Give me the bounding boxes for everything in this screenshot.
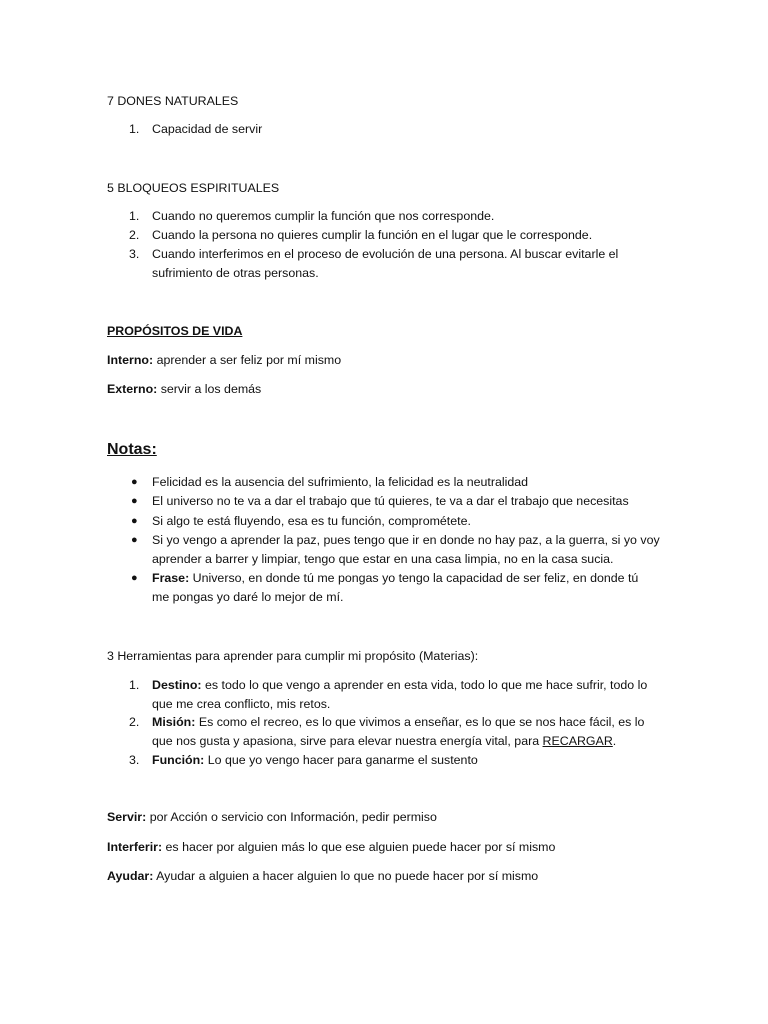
externo-text: servir a los demás [157,382,262,396]
list-item: Misión: Es como el recreo, es lo que vivimos a enseñar, es lo que se nos hace fácil, es lo [152,715,645,729]
list-item: Capacidad de servir [152,122,263,136]
list-item-continuation: que nos gusta y apasiona, sirve para elevar nuestra energía vital, para RECARGAR. [152,734,617,748]
funcion-label: Función: [152,753,205,767]
list-number: 1. [129,122,140,136]
bullet-item-continuation: aprender a barrer y limpiar, tengo que estar en una casa limpia, no en la casa sucia. [152,552,614,566]
list-number: 2. [129,715,140,729]
interno-line [107,351,341,370]
list-item: Cuando interferimos en el proceso de evolución de una persona. Al buscar evitarle el [152,247,619,261]
list-item: Función: Lo que yo vengo hacer para ganarme el sustento [152,753,478,767]
bullet-icon: ● [131,476,138,488]
list-item: Cuando la persona no quieres cumplir la función en el lugar que le corresponde. [152,228,593,242]
recargar-word: RECARGAR [542,734,613,748]
bullet-icon: ● [131,515,138,527]
list-item-continuation: que me crea conflicto, mis retos. [152,697,331,711]
definition-interferir: Interferir: es hacer por alguien más lo que ese alguien puede hacer por sí mismo [107,840,556,854]
notas-heading: Notas: [107,441,157,458]
bullet-item: Felicidad es la ausencia del sufrimiento, la felicidad es la neutralidad [152,475,529,489]
bullet-item: El universo no te va a dar el trabajo que tú quieres, te va a dar el trabajo que necesitas [152,494,629,508]
list-number: 1. [129,678,140,692]
interno-label: Interno: [107,353,154,367]
destino-label: Destino: [152,678,202,692]
list-number: 2. [129,228,140,242]
bullet-item: Frase: Universo, en donde tú me pongas yo tengo la capacidad de ser feliz, en donde tú [152,571,639,585]
externo-label: Externo: [107,382,158,396]
interno-text: aprender a ser feliz por mí mismo [153,353,342,367]
propositos-heading: PROPÓSITOS DE VIDA [107,324,243,338]
bullet-icon: ● [131,495,138,507]
list-item: Cuando no queremos cumplir la función que nos corresponde. [152,209,495,223]
definition-servir: Servir: por Acción o servicio con Información, pedir permiso [107,810,437,824]
bullet-item-continuation: me pongas yo daré lo mejor de mí. [152,590,344,604]
list-item: Destino: es todo lo que vengo a aprender en esta vida, todo lo que me hace sufrir, todo lo [152,678,648,692]
externo-line [107,380,261,399]
mision-label: Misión: [152,715,196,729]
dones-heading: 7 DONES NATURALES [107,94,239,108]
bullet-item: Si yo vengo a aprender la paz, pues tengo que ir en donde no hay paz, a la guerra, si yo voy [152,533,660,547]
bullet-icon: ● [131,572,138,584]
list-number: 3. [129,753,140,767]
bullet-icon: ● [131,534,138,546]
bloqueos-heading: 5 BLOQUEOS ESPIRITUALES [107,181,280,195]
list-number: 1. [129,209,140,223]
frase-label: Frase: [152,571,190,585]
list-item-continuation: sufrimiento de otras personas. [152,266,319,280]
herramientas-heading: 3 Herramientas para aprender para cumplir mi propósito (Materias): [107,649,479,663]
definition-ayudar: Ayudar: Ayudar a alguien a hacer alguien lo que no puede hacer por sí mismo [107,869,539,883]
bullet-item: Si algo te está fluyendo, esa es tu función, comprométete. [152,514,471,528]
list-number: 3. [129,247,140,261]
